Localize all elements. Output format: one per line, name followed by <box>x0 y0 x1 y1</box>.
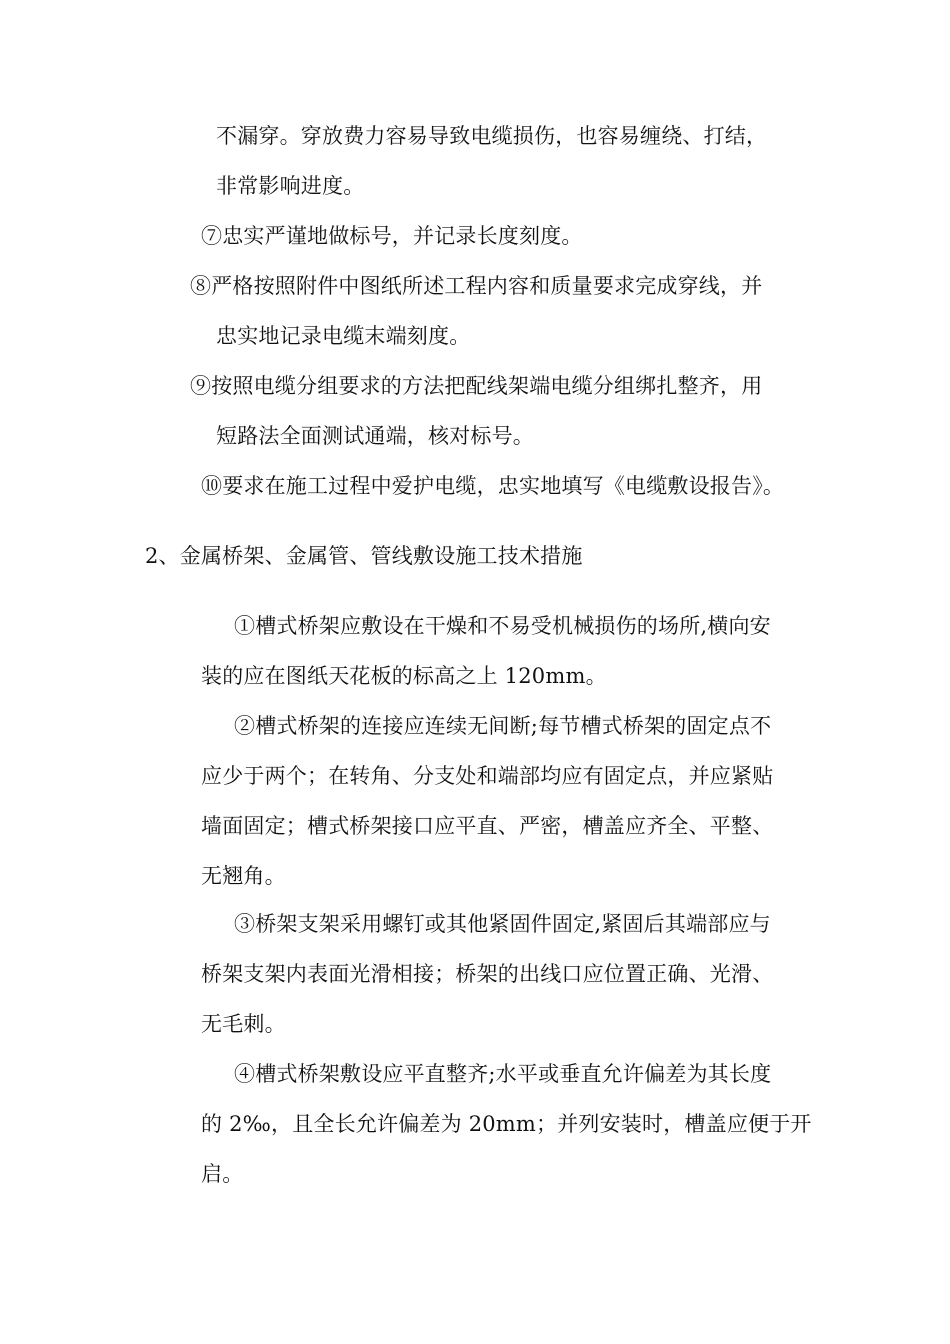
paragraph-1-line-2: 装的应在图纸天花板的标高之上 120mm。 <box>201 664 607 688</box>
paragraph-4-line-1: ④槽式桥架敷设应平直整齐;水平或垂直允许偏差为其长度 <box>234 1062 772 1086</box>
list-continuation-line-1: 不漏穿。穿放费力容易导致电缆损伤，也容易缠绕、打结， <box>216 124 768 148</box>
section-heading: 2、金属桥架、金属管、管线敷设施工技术措施 <box>145 544 583 568</box>
paragraph-2-line-1: ②槽式桥架的连接应连续无间断;每节槽式桥架的固定点不 <box>234 714 772 738</box>
paragraph-2-line-3: 墙面固定；槽式桥架接口应平直、严密，槽盖应齐全、平整、 <box>201 814 774 838</box>
list-continuation-line-2: 非常影响进度。 <box>216 174 365 198</box>
list-item-10: ⑩要求在施工过程中爱护电缆，忠实地填写《电缆敷设报告》。 <box>201 474 785 498</box>
list-item-8-line-2: 忠实地记录电缆末端刻度。 <box>216 324 471 348</box>
paragraph-2-line-4: 无翘角。 <box>201 864 286 888</box>
paragraph-4-line-3: 启。 <box>201 1162 244 1186</box>
paragraph-4-line-2: 的 2‰，且全长允许偏差为 20mm；并列安装时，槽盖应便于开 <box>201 1112 812 1136</box>
list-item-8-line-1: ⑧严格按照附件中图纸所述工程内容和质量要求完成穿线，并 <box>190 274 763 298</box>
list-item-9-line-2: 短路法全面测试通端，核对标号。 <box>216 424 534 448</box>
paragraph-2-line-2: 应少于两个；在转角、分支处和端部均应有固定点，并应紧贴 <box>201 764 774 788</box>
paragraph-3-line-3: 无毛刺。 <box>201 1012 286 1036</box>
paragraph-3-line-2: 桥架支架内表面光滑相接；桥架的出线口应位置正确、光滑、 <box>201 962 774 986</box>
paragraph-3-line-1: ③桥架支架采用螺钉或其他紧固件固定,紧固后其端部应与 <box>234 912 771 936</box>
list-item-9-line-1: ⑨按照电缆分组要求的方法把配线架端电缆分组绑扎整齐，用 <box>190 374 763 398</box>
paragraph-1-line-1: ①槽式桥架应敷设在干燥和不易受机械损伤的场所,横向安 <box>234 614 771 638</box>
list-item-7: ⑦忠实严谨地做标号，并记录长度刻度。 <box>201 224 583 248</box>
